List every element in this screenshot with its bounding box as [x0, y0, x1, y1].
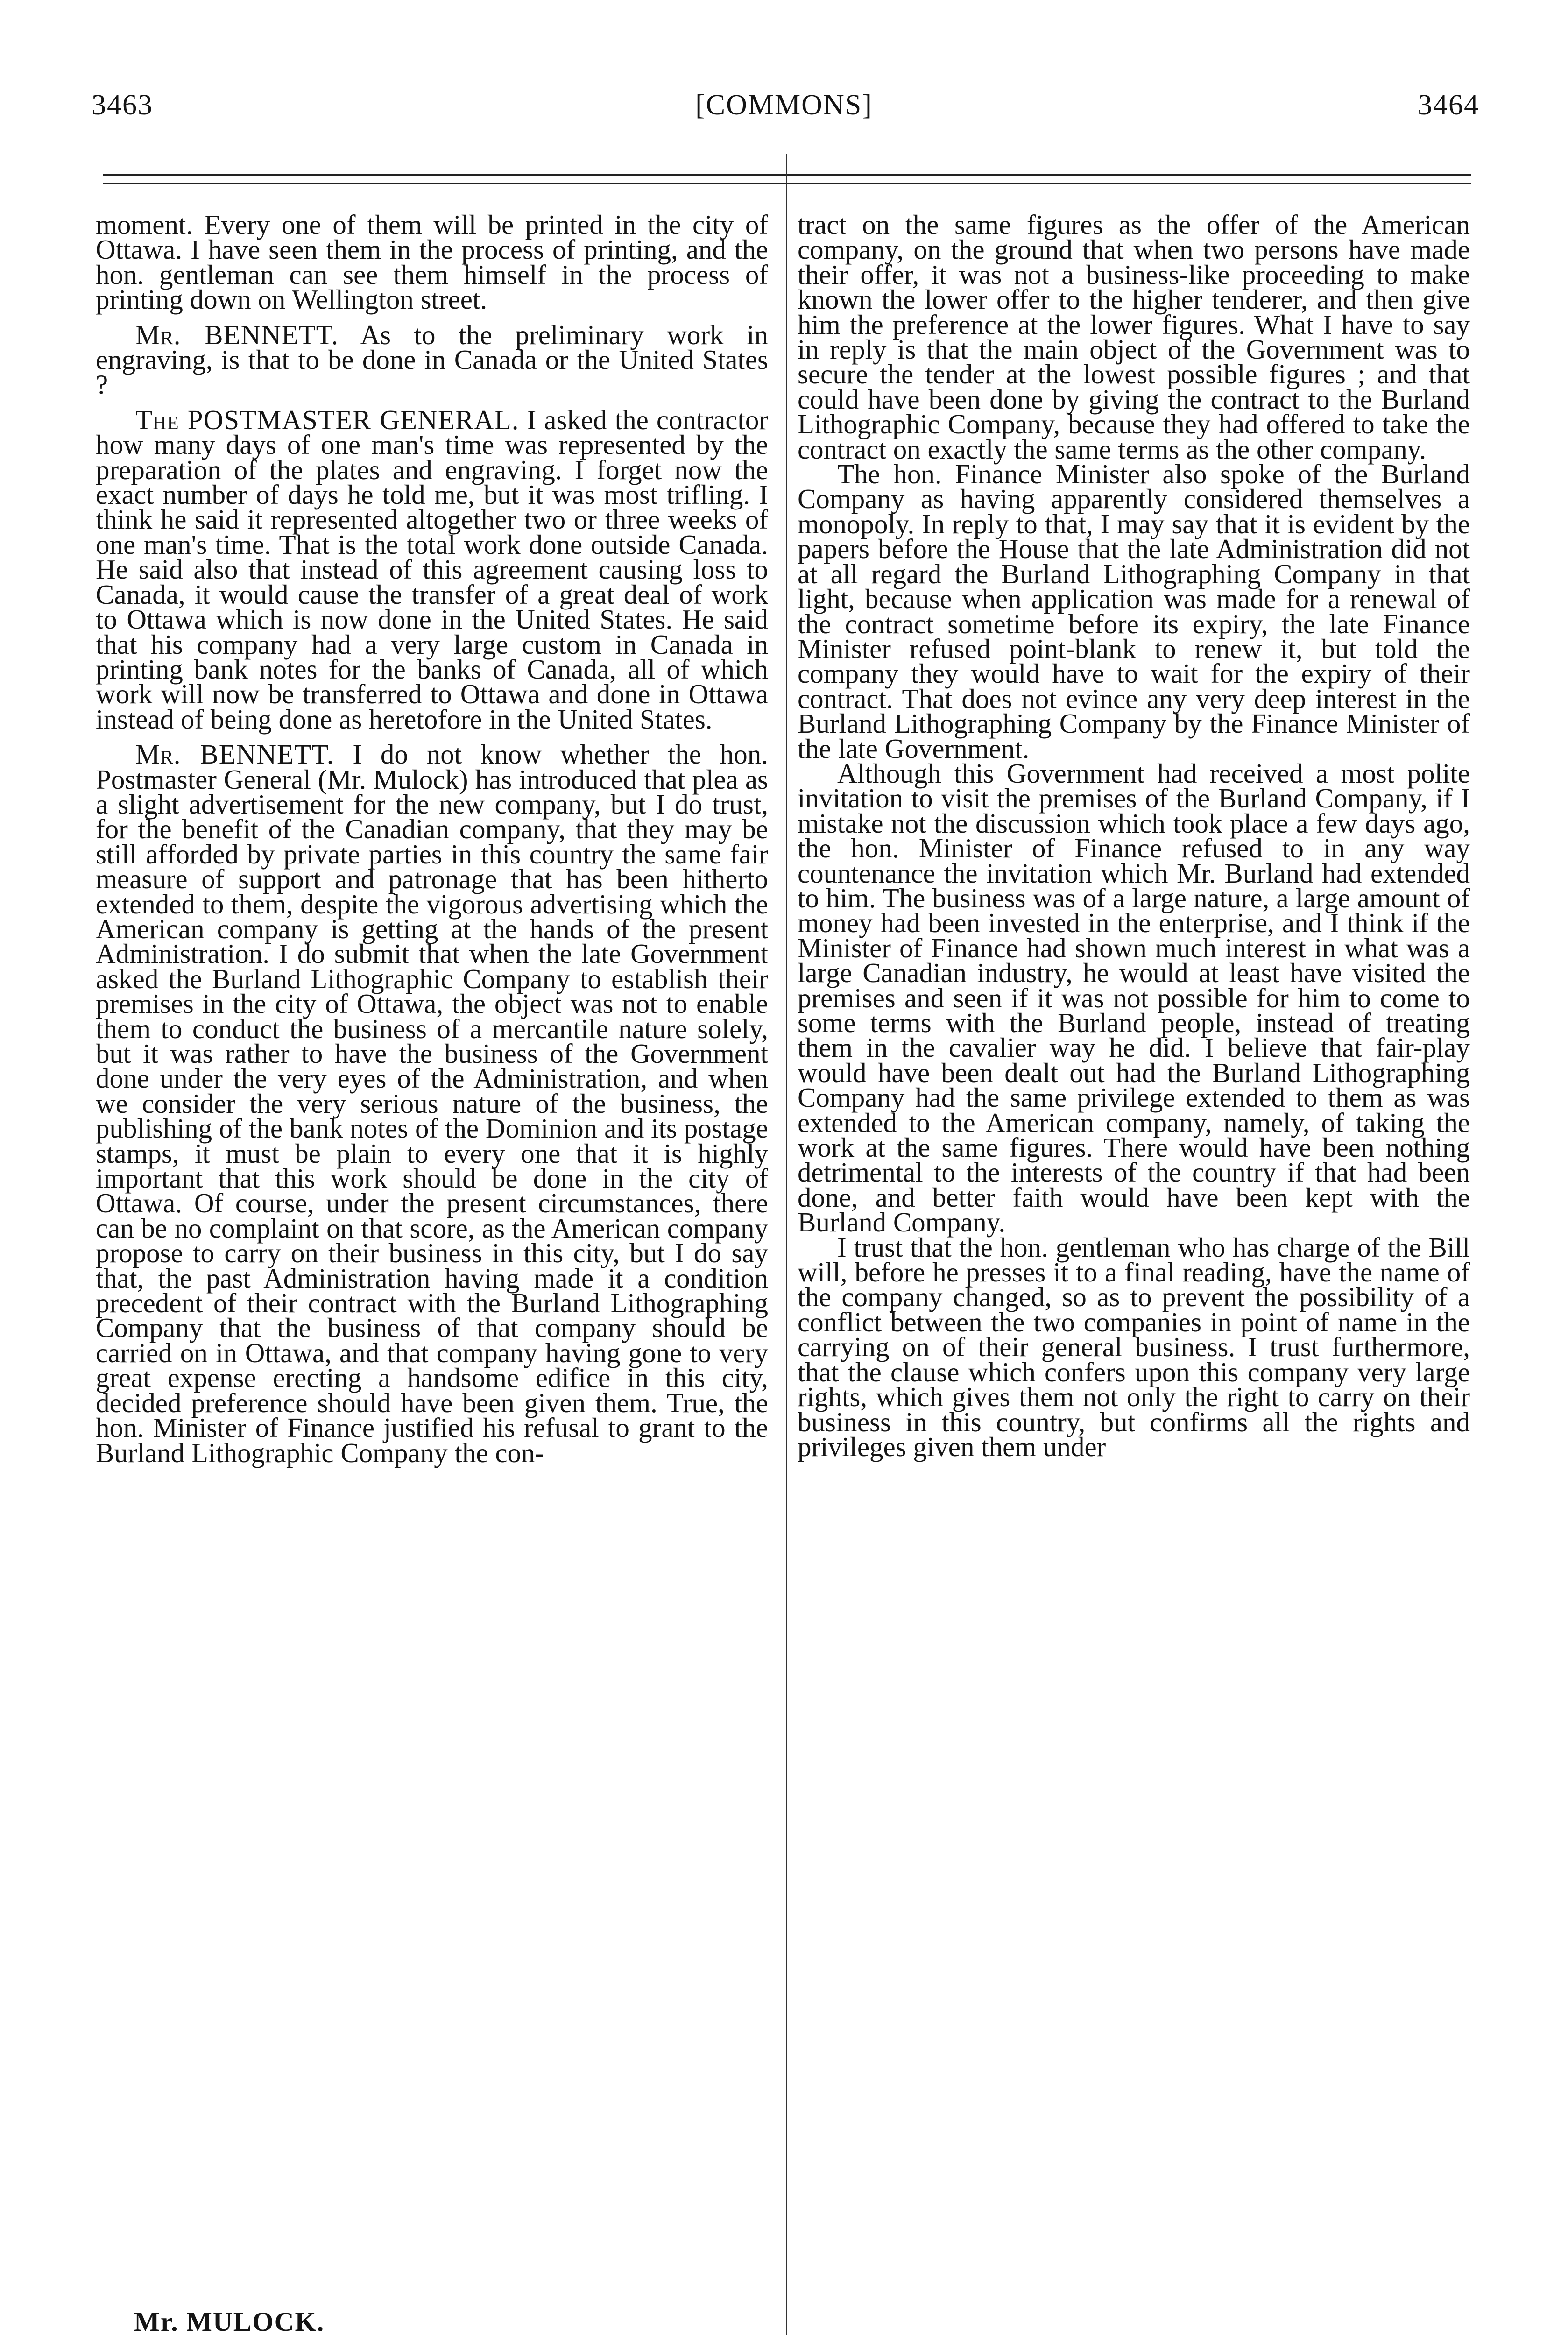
paragraph: [96, 404, 768, 735]
paragraph: [96, 209, 768, 315]
paragraph: [798, 209, 1470, 465]
paragraph-text: I trust that the hon. gentleman who has charge of the Bill will, before he presses it to a final reading, have the name of the company changed, so as to prevent the possibility of a conflict between the two companies in point of name in the carrying on of their general business. I trust furthermore, that the clause which confers upon this company very large rights, which gives them not only the right to carry on their business in this country, but confirms all the rights and privileges given them under: [798, 1231, 1470, 1462]
page-header: [0, 89, 1568, 131]
paragraph-text: Although this Government had received a most polite invitation to visit the premises of the Burland Company, if I mistake not the discussion which took place a few days ago, the hon. Minister of Finance refused to in any way countenance the invitation which Mr. Burland had extended to him. The business was of a large nature, a large amount of money had been invested in the enterprise, and I think if the Minister of Finance had shown much interest in what was a large Canadian industry, he would at least have visited the premises and seen if it was not possible for him to come to some terms with the Burland people, instead of treating them in the cavalier way he did. I believe that fair-play would have been dealt out had the Burland Lithographing Company had the same privilege extended to them as was extended to the American company, namely, of taking the work at the same figures. There would have been nothing detrimental to the interests of the country if that had been done, and better faith would have been kept with the Burland Company.: [798, 757, 1470, 1238]
speaker-name: The POSTMASTER GENERAL.: [135, 404, 519, 435]
paragraph-text: I asked the contractor how many days of one man's time was represented by the preparation of the plates and engraving. I forget now the exact number of days he told me, but it was most trifling. I think he said it represented altogether two or three weeks of one man's time. That is the total work done outside Canada. He said also that instead of this agreement causing loss to Canada, it would cause the transfer of a great deal of work to Ottawa which is now done in the United States. He said that his company had a very large custom in Canada in printing bank notes for the banks of Canada, all of which work will now be transferred to Ottawa and done in Ottawa instead of being done as heretofore in the United States.: [96, 404, 768, 735]
paragraph: [798, 1231, 1470, 1462]
paragraph: [96, 739, 769, 1468]
page-number-left: 3463: [92, 89, 153, 121]
footer-speaker: Mr. MULOCK.: [134, 2307, 325, 2335]
speaker-name: Mr. BENNETT.: [135, 319, 339, 350]
paragraph-text: I do not know whether the hon. Postmaster General (Mr. Mulock) has introduced that plea as a slight advertisement for the new company, but I do trust, for the benefit of the Canadian company, that they may be still afforded by private parties in this country the same fair measure of support and patronage that has been hitherto extended to them, despite the vigorous advertising which the American company is getting at the hands of the present Administration. I do submit that when the late Government asked the Burland Lithographic Company to establish their premises in the city of Ottawa, the object was not to enable them to conduct the business of a mercantile nature solely, but it was rather to have the business of the Government done under the very eyes of the Administration, and when we consider the very serious nature of the business, the publishing of the bank notes of the Dominion and its postage stamps, it must be plain to every one that it is highly important that this work should be done in the city of Ottawa. Of course, under the present circumstances, there can be no complaint on that score, as the American company propose to carry on their business in this city, but I do say that, the past Administration having made it a condition precedent of their contract with the Burland Lithographing Company that the business of that company should be carried on in Ottawa, and that company having gone to very great expense erecting a handsome edifice in this city, decided preference should have been given them. True, the hon. Minister of Finance justified his refusal to grant to the Burland Lithographic Company the con-: [96, 739, 769, 1468]
page-number-right: 3464: [1418, 89, 1479, 121]
column-divider: [786, 154, 787, 2335]
speaker-name: Mr. BENNETT.: [135, 739, 334, 770]
paragraph: [798, 757, 1470, 1238]
paragraph: [96, 319, 769, 400]
left-column: [96, 209, 769, 1468]
paragraph-text: moment. Every one of them will be printed in the city of Ottawa. I have seen them in the process of printing, and the hon. gentleman can see them himself in the process of printing down on Wellington street.: [96, 209, 768, 315]
right-column: [798, 209, 1470, 1462]
paragraph-text: The hon. Finance Minister also spoke of the Burland Company as having apparently considered themselves a monopoly. In reply to that, I may say that it is evident by the papers before the House that the late Administration did not at all regard the Burland Lithographing Company in that light, because when application was made for a renewal of the contract sometime before its expiry, the late Finance Minister refused point-blank to renew it, but told the company they would have to wait for the expiry of their contract. That does not evince any very deep interest in the Burland Lithographing Company by the Finance Minister of the late Government.: [798, 459, 1470, 764]
paragraph: [798, 459, 1470, 764]
paragraph-text: As to the preliminary work in engraving, is that to be done in Canada or the United States ?: [96, 319, 769, 400]
running-head: [COMMONS]: [695, 89, 873, 121]
paragraph-text: tract on the same figures as the offer of the American company, on the ground that when two persons have made their offer, it was not a business-like proceeding to make known the lower offer to the higher tenderer, and then give him the preference at the lower figures. What I have to say in reply is that the main object of the Government was to secure the tender at the lowest possible figures ; and that could have been done by giving the contract to the Burland Lithographic Company, because they had offered to take the contract on exactly the same terms as the other company.: [798, 209, 1470, 465]
